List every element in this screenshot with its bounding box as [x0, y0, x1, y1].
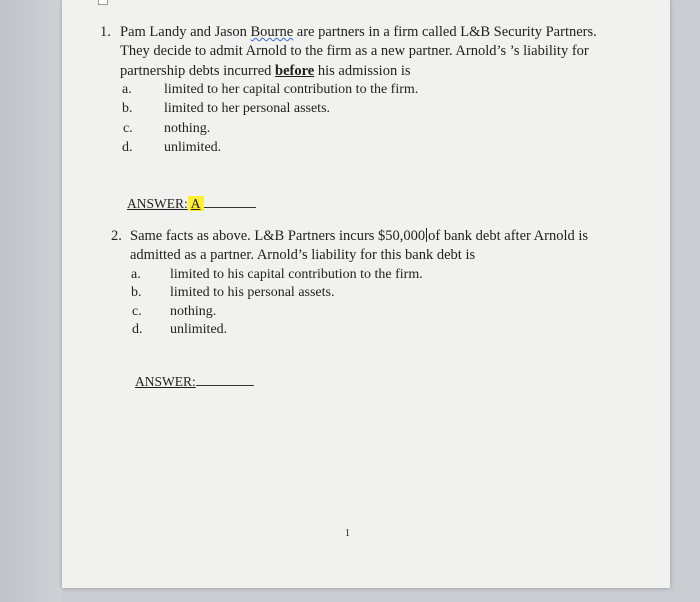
q1-name-bourne: Bourne	[250, 24, 294, 40]
q1-emphasis-before: before	[275, 63, 315, 79]
question-2-number: 2.	[111, 228, 122, 244]
q2-option-a-letter: a.	[131, 267, 141, 282]
q2-answer-line	[135, 372, 254, 391]
background-left	[0, 0, 62, 602]
question-1-number: 1.	[100, 24, 111, 40]
document-page	[62, 0, 670, 588]
q2-option-a-text: limited to his capital contribution to the firm.	[170, 267, 423, 282]
q2-option-b-text: limited to his personal assets.	[170, 285, 335, 300]
q1-line3-start: partnership debts incurred	[120, 63, 276, 79]
page-number: 1	[345, 528, 350, 539]
q1-option-c-text: nothing.	[164, 121, 211, 136]
q1-option-c-letter: c.	[123, 121, 133, 136]
q1-line1-end: are partners in a firm called L&B Security Partners.	[293, 24, 597, 40]
question-2-line-2: admitted as a partner. Arnold’s liability for this bank debt is	[130, 247, 476, 263]
q1-option-d-letter: d.	[122, 140, 133, 155]
q1-option-a-letter: a.	[122, 82, 132, 97]
q2-line1-end: of bank debt after Arnold is	[428, 228, 589, 244]
q2-option-c-letter: c.	[132, 304, 142, 319]
q2-option-c-text: nothing.	[170, 304, 217, 319]
q1-line1-start: Pam Landy and Jason	[120, 24, 251, 40]
q2-option-b-letter: b.	[131, 285, 142, 300]
q1-answer-label: ANSWER:	[127, 196, 188, 211]
q1-option-b-letter: b.	[122, 101, 133, 116]
question-2-line-1	[130, 227, 588, 246]
q1-option-b-text: limited to her personal assets.	[164, 101, 331, 116]
q2-option-d-text: unlimited.	[170, 322, 228, 337]
question-2	[62, 0, 670, 400]
q2-option-d-letter: d.	[132, 322, 143, 337]
q1-option-d-text: unlimited.	[164, 140, 222, 155]
q2-answer-label: ANSWER:	[135, 374, 196, 389]
q1-line3-end: his admission is	[314, 63, 411, 79]
q1-option-a-text: limited to her capital contribution to the firm.	[164, 82, 419, 97]
q2-answer-blank[interactable]	[196, 384, 254, 386]
question-1-line-2: They decide to admit Arnold to the firm as a new partner. Arnold’s ’s liability for	[120, 43, 589, 59]
q1-answer-value: A	[188, 196, 204, 211]
q2-line1-start: Same facts as above. L&B Partners incurs $50,000	[130, 228, 426, 244]
